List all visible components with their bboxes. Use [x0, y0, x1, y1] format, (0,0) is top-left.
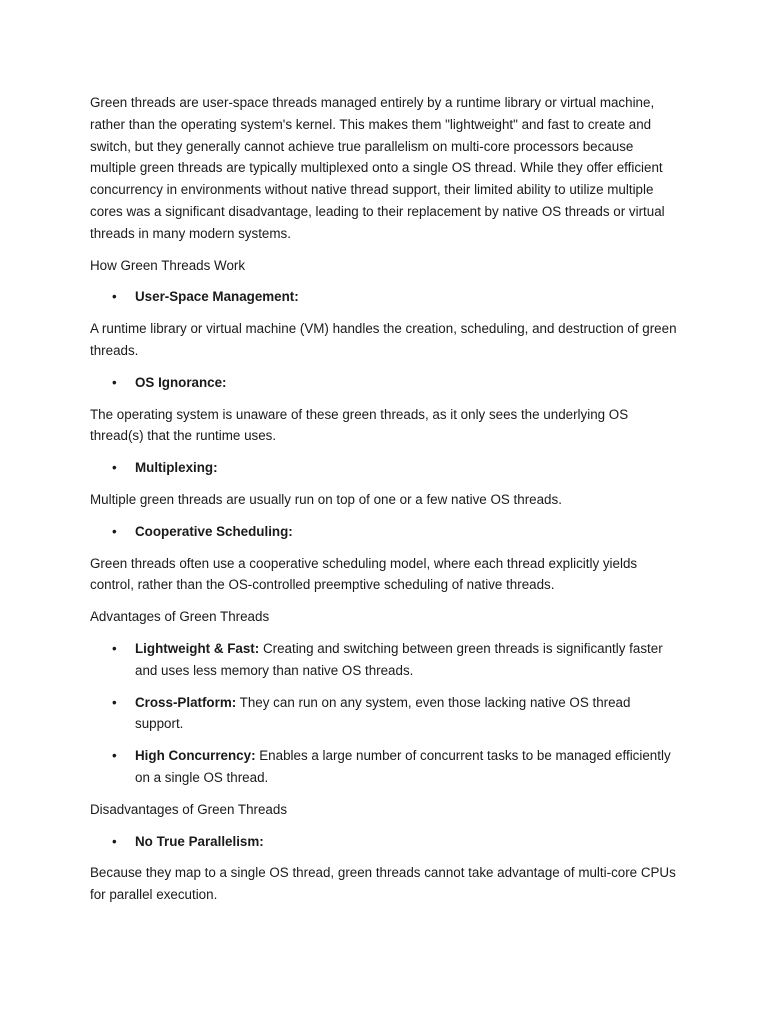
list-item	[90, 638, 682, 682]
section-heading-advantages: Advantages of Green Threads	[90, 609, 270, 625]
list-item	[90, 831, 682, 853]
item-description: A runtime library or virtual machine (VM) handles the creation, scheduling, and destruction of green threads.	[90, 321, 677, 358]
bullet-list	[90, 521, 682, 543]
item-term: Lightweight & Fast:	[135, 640, 260, 656]
bullet-list	[90, 372, 682, 394]
bullet-icon: •	[112, 748, 117, 764]
item-term: Cooperative Scheduling:	[135, 523, 293, 539]
item-description: Multiple green threads are usually run on top of one or a few native OS threads.	[90, 491, 562, 507]
list-item	[90, 286, 682, 308]
bullet-list	[90, 286, 682, 308]
bullet-icon: •	[112, 460, 117, 476]
item-description: The operating system is unaware of these green threads, as it only sees the underlying OS thread(s) that the runtime uses.	[90, 406, 629, 444]
bullet-icon: •	[112, 694, 117, 710]
item-term: Cross-Platform:	[135, 694, 237, 710]
item-description: Because they map to a single OS thread, green threads cannot take advantage of multi-core CPUs for parallel execution.	[90, 865, 676, 903]
item-description: Enables a large number of concurrent tasks to be managed efficiently on a single OS thread.	[135, 748, 671, 785]
list-item	[90, 692, 682, 736]
bullet-icon: •	[112, 833, 117, 849]
item-description: Green threads often use a cooperative scheduling model, where each thread explicitly yields control, rather than the OS-controlled preemptive scheduling of native threads.	[90, 555, 638, 593]
bullet-icon: •	[112, 374, 117, 390]
bullet-icon: •	[112, 640, 117, 656]
intro-paragraph: Green threads are user-space threads managed entirely by a runtime library or virtual machine, rather than the operating system's kernel. This makes them "lightweight" and fast to create and switch, but they generally cannot achieve true parallelism on multi-core processors because multiple green threads are typically multiplexed onto a single OS thread. While they offer efficient concurrency in environments without native thread support, their limited ability to utilize multiple cores was a significant disadvantage, leading to their replacement by native OS threads or virtual threads in many modern systems.	[90, 95, 665, 241]
item-term: High Concurrency:	[135, 748, 256, 764]
bullet-list	[90, 831, 682, 853]
section-heading-disadvantages: Disadvantages of Green Threads	[90, 801, 288, 817]
bullet-list	[90, 457, 682, 479]
bullet-icon: •	[112, 523, 117, 539]
item-description: Creating and switching between green threads is significantly faster and uses less memory than native OS threads.	[135, 640, 663, 678]
bullet-icon: •	[112, 289, 117, 305]
item-term: OS Ignorance:	[135, 374, 227, 390]
item-term: User-Space Management:	[135, 289, 299, 305]
item-term: No True Parallelism:	[135, 833, 264, 849]
list-item	[90, 745, 682, 789]
document-page	[90, 92, 682, 916]
item-term: Multiplexing:	[135, 460, 218, 476]
list-item	[90, 521, 682, 543]
list-item	[90, 457, 682, 479]
section-heading-how: How Green Threads Work	[90, 257, 246, 273]
item-description: They can run on any system, even those lacking native OS thread support.	[135, 694, 631, 732]
advantages-list	[90, 638, 682, 789]
list-item	[90, 372, 682, 394]
